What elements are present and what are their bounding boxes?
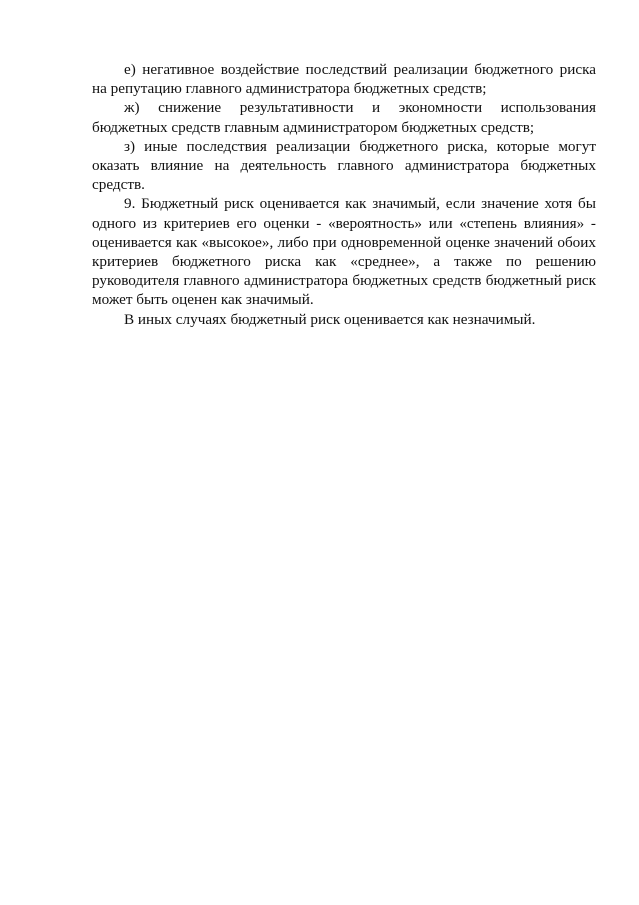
document-body xyxy=(92,60,596,329)
paragraph-clause-9: 9. Бюджетный риск оценивается как значимый, если значение хотя бы одного из критериев его оценки - «вероятность» или «степень влияния» - оценивается как «высокое», либо при одновременной оценке значений обоих критериев бюджетного риска как «среднее», а также по решению руководителя главного администратора бюджетных средств бюджетный риск может быть оценен как значимый. xyxy=(92,195,596,309)
paragraph-item-z: з) иные последствия реализации бюджетного риска, которые могут оказать влияние на деятельность главного администратора бюджетных средств. xyxy=(92,137,596,194)
paragraph-item-zh: ж) снижение результативности и экономности использования бюджетных средств главным администратором бюджетных средств; xyxy=(92,99,596,136)
paragraph-other-cases: В иных случаях бюджетный риск оценивается как незначимый. xyxy=(124,310,536,328)
paragraph-item-e: е) негативное воздействие последствий реализации бюджетного риска на репутацию главного администратора бюджетных средств; xyxy=(92,61,596,98)
